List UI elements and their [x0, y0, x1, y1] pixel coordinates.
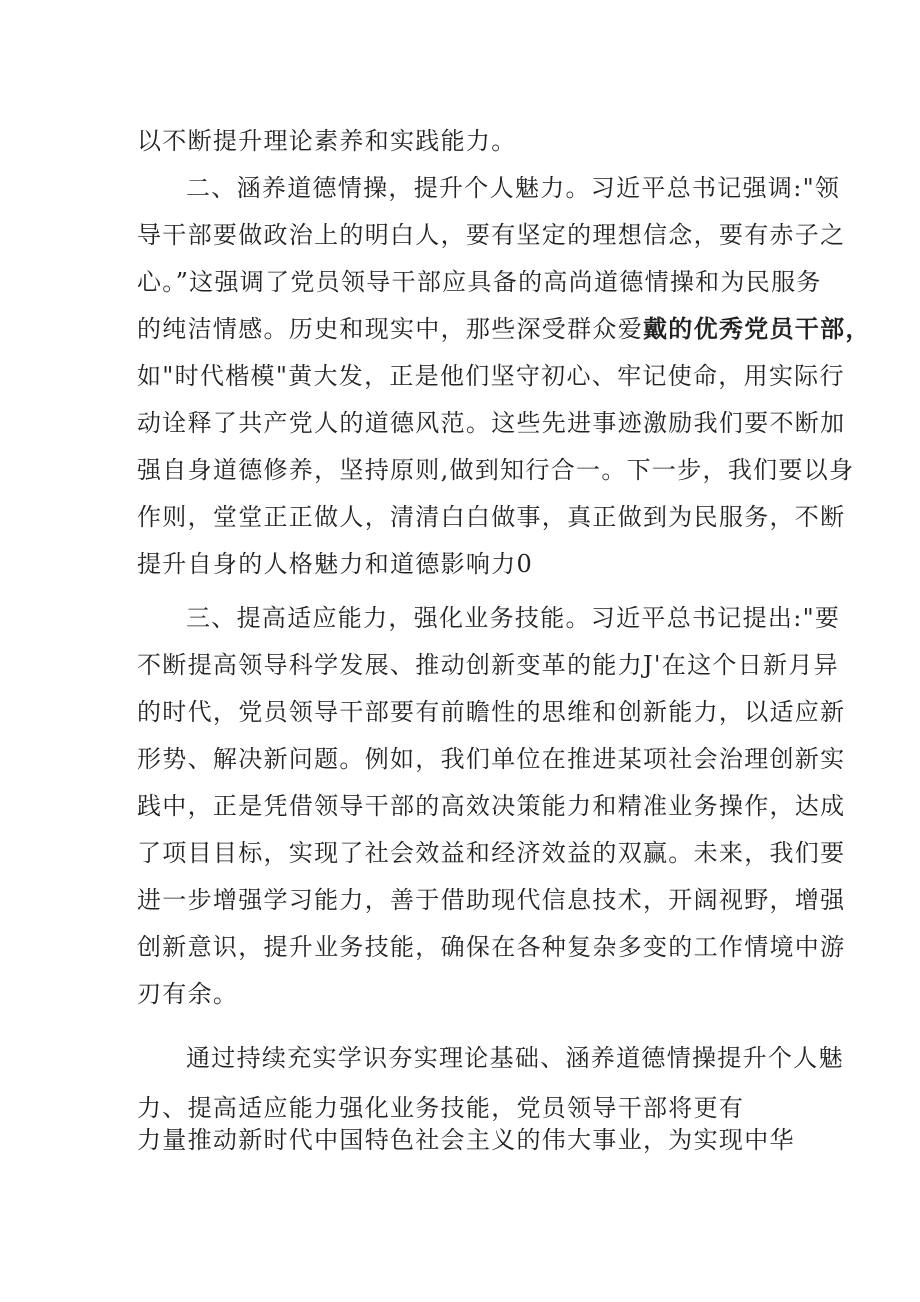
text-line: 进一步增强学习能力，善于借助现代信息技术，开阔视野，增强 [137, 886, 846, 914]
text-line: 力、提高适应能力强化业务技能，党员领导干部将更有 [137, 1094, 745, 1122]
text-line: 导干部要做政治上的明白人，要有坚定的理想信念，要有赤子之 [137, 221, 846, 249]
text-line: 作则，堂堂正正做人，清清白白做事，真正做到为民服务，不断 [137, 503, 846, 531]
bold-text-span: 戴的优秀党员干部， [643, 314, 871, 343]
text-line: 不断提高领导科学发展、推动创新变革的能力J'在这个日新月异 [137, 651, 839, 679]
text-line: 以不断提升理论素养和实践能力。 [137, 127, 517, 155]
text-line: 强自身道德修养，坚持原则,做到知行合一。下一步，我们要以身 [137, 456, 855, 484]
text-line: 力量推动新时代中国特色社会主义的伟大事业，为实现中华 [137, 1126, 795, 1154]
text-line: 践中，正是凭借领导干部的高效决策能力和精准业务操作，达成 [137, 792, 846, 820]
text-span: 的纯洁情感。历史和现实中，那些深受群众爱 [137, 315, 643, 343]
conclusion-line: 通过持续充实学识夯实理论基础、涵养道德情操提升个人魅 [186, 1044, 844, 1072]
text-line: 了项目目标，实现了社会效益和经济效益的双赢。未来，我们要 [137, 839, 846, 867]
text-line: 提升自身的人格魅力和道德影响力0 [137, 550, 534, 578]
text-line: 的时代，党员领导干部要有前瞻性的思维和创新能力，以适应新 [137, 698, 846, 726]
text-line: 创新意识，提升业务技能，确保在各种复杂多变的工作情境中游 [137, 933, 846, 961]
text-line: 如"时代楷模"黄大发，正是他们坚守初心、牢记使命，用实际行 [137, 362, 845, 390]
text-line: 刃有余。 [137, 980, 239, 1008]
section-three-heading-line: 三、提高适应能力，强化业务技能。习近平总书记提出:"要 [186, 604, 841, 632]
section-two-heading-line: 二、涵养道德情操，提升个人魅力。习近平总书记强调:"领 [186, 174, 841, 202]
text-line: 动诠释了共产党人的道德风范。这些先进事迹激励我们要不断加 [137, 409, 846, 437]
text-line [137, 314, 871, 344]
text-line: 形势、解决新问题。例如，我们单位在推进某项社会治理创新实 [137, 745, 846, 773]
text-line: 心。”这强调了党员领导干部应具备的高尚道德情操和为民服务 [137, 268, 822, 296]
